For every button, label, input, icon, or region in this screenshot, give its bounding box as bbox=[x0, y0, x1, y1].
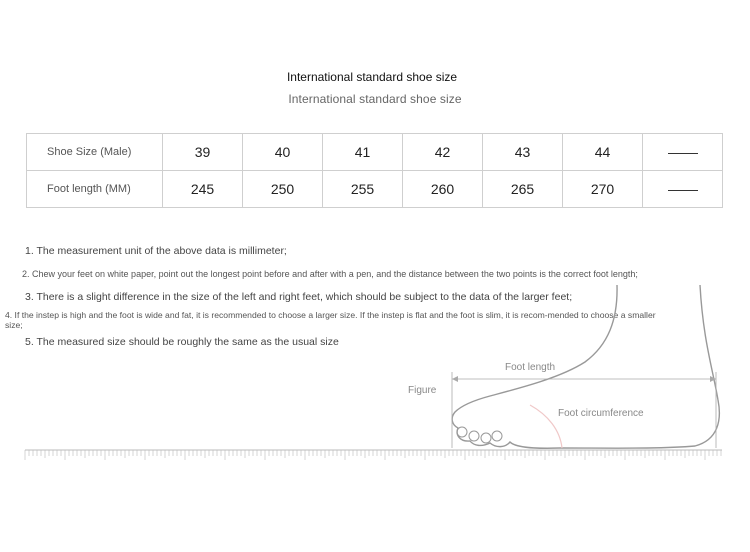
note-1: 1. The measurement unit of the above data is millimeter; bbox=[25, 245, 287, 257]
page-subtitle: International standard shoe size bbox=[288, 92, 462, 106]
foot-outline-icon bbox=[452, 285, 719, 448]
table-cell: 44 bbox=[563, 134, 643, 171]
table-cell: 41 bbox=[323, 134, 403, 171]
row-label: Shoe Size (Male) bbox=[27, 134, 163, 171]
table-cell: 40 bbox=[243, 134, 323, 171]
table-cell: 42 bbox=[403, 134, 483, 171]
table-cell: 265 bbox=[483, 171, 563, 208]
note-5: 5. The measured size should be roughly the same as the usual size bbox=[25, 336, 339, 348]
toe-icon bbox=[457, 427, 467, 437]
toe-icon bbox=[481, 433, 491, 443]
note-4: 4. If the instep is high and the foot is wide and fat, it is recommended to choose a larger size. If the instep is flat and the foot is slim, it is recom-mended to choose a smaller size; bbox=[5, 310, 656, 330]
table-cell: 260 bbox=[403, 171, 483, 208]
table-cell: 270 bbox=[563, 171, 643, 208]
table-cell: 43 bbox=[483, 134, 563, 171]
table-cell: 250 bbox=[243, 171, 323, 208]
note-2: 2. Chew your feet on white paper, point out the longest point before and after with a pen, and the distance between the two points is the correct foot length; bbox=[22, 269, 638, 279]
toe-icon bbox=[492, 431, 502, 441]
foot-circumference-label: Foot circumference bbox=[558, 408, 644, 419]
row-label: Foot length (MM) bbox=[27, 171, 163, 208]
table-cell: 255 bbox=[323, 171, 403, 208]
figure-label: Figure bbox=[408, 385, 437, 396]
foot-length-label: Foot length bbox=[505, 362, 556, 373]
page-title: International standard shoe size bbox=[286, 70, 458, 84]
table-cell: 245 bbox=[163, 171, 243, 208]
note-3: 3. There is a slight difference in the size of the left and right feet, which should be subject to the data of the larger feet; bbox=[25, 291, 573, 303]
toe-icon bbox=[469, 431, 479, 441]
table-cell: 39 bbox=[163, 134, 243, 171]
ruler-icon bbox=[25, 450, 721, 460]
